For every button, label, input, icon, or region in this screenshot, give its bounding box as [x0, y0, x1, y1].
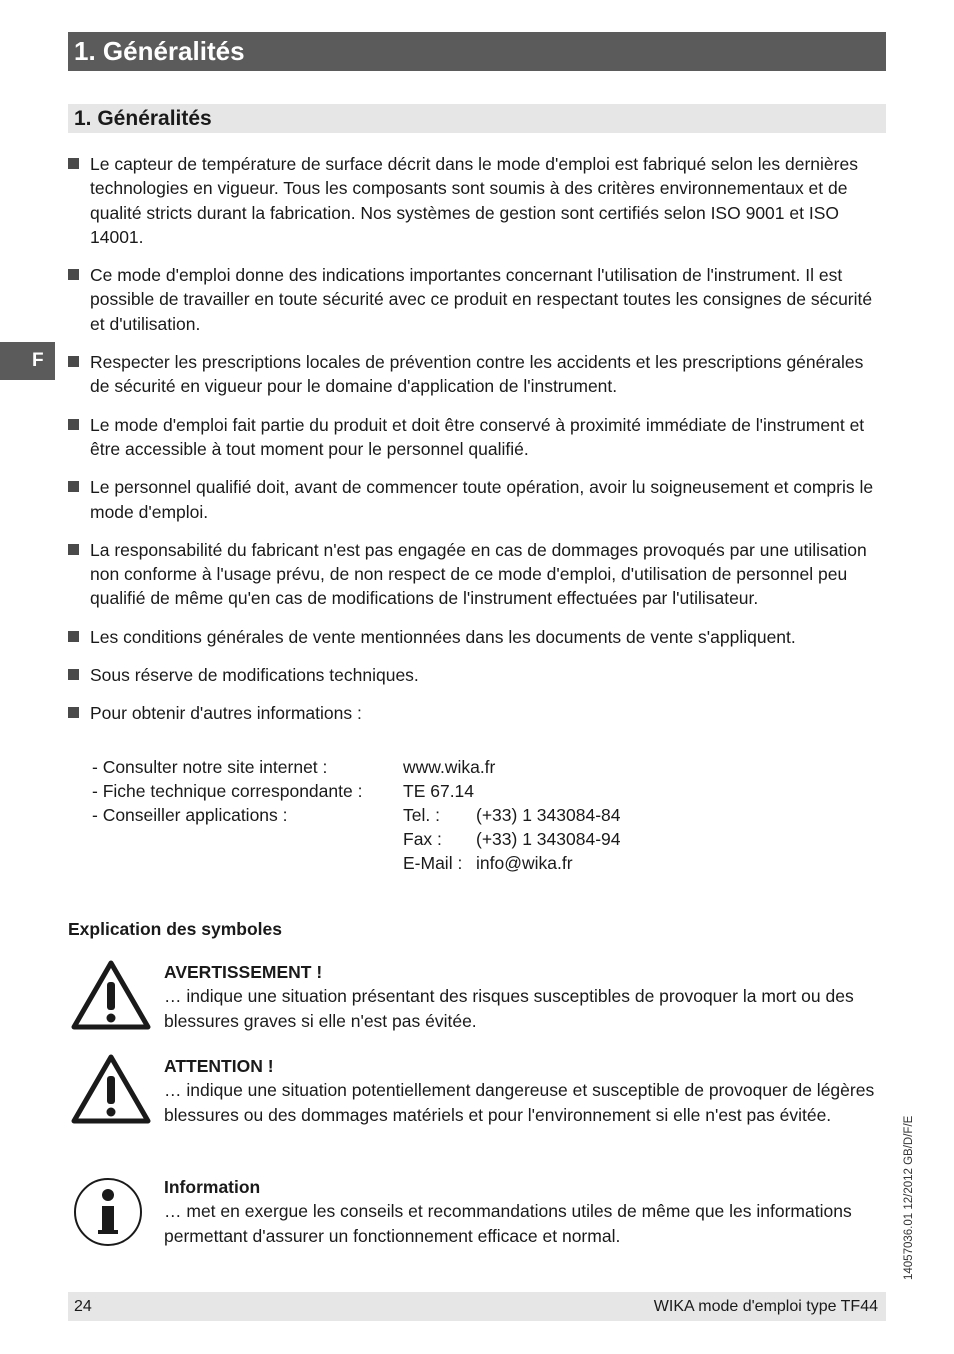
chapter-title: 1. Généralités	[68, 32, 886, 71]
symbol-text: … indique une situation présentant des risques susceptibles de provoquer la mort ou des blessures graves si elle n'est pas évitée.	[164, 986, 854, 1031]
list-item	[68, 538, 886, 611]
symbol-title: AVERTISSEMENT !	[164, 962, 323, 982]
list-item	[68, 263, 886, 336]
bullet-square-icon	[68, 419, 79, 430]
tel-value: (+33) 1 343084-84	[476, 805, 621, 825]
list-item	[68, 663, 886, 687]
section-title: 1. Généralités	[68, 104, 886, 133]
tel-key: Tel. :	[403, 805, 440, 825]
list-item-text: Les conditions générales de vente mentionnées dans les documents de vente s'appliquent.	[90, 626, 796, 647]
bullet-square-icon	[68, 269, 79, 280]
datasheet-label: - Fiche technique correspondante :	[92, 781, 363, 801]
list-item-text: Sous réserve de modifications techniques.	[90, 665, 419, 686]
info-circle-icon	[71, 1175, 145, 1249]
symbol-title: ATTENTION !	[164, 1056, 274, 1076]
contact-info	[92, 755, 621, 875]
symbol-text: … indique une situation potentiellement dangereuse et susceptible de provoquer de légères blessures ou des dommages matériels et pour l'environnement si elle n'est pas évitée.	[164, 1080, 875, 1125]
list-item	[68, 701, 886, 725]
website-link[interactable]: www.wika.fr	[403, 757, 496, 777]
list-item-text: Le personnel qualifié doit, avant de commencer toute opération, avoir lu soigneusement et compris le mode d'emploi.	[90, 477, 874, 522]
language-tab: F	[0, 342, 55, 380]
list-item	[68, 475, 886, 524]
bullet-square-icon	[68, 544, 79, 555]
bullet-square-icon	[68, 707, 79, 718]
bullet-square-icon	[68, 631, 79, 642]
fax-key: Fax :	[403, 829, 442, 849]
datasheet-value: TE 67.14	[403, 781, 475, 801]
list-item-text: Le capteur de température de surface décrit dans le mode d'emploi est fabriqué selon les dernières technologies en vigueur. Tous les composants sont soumis à des critères environnementaux et de qualité stricts durant la fabrication. Nos systèmes de gestion sont certifiés selon ISO 9001 et ISO 14001.	[90, 154, 858, 247]
page-number: 24	[74, 1298, 92, 1315]
list-item-text: Respecter les prescriptions locales de prévention contre les accidents et les prescriptions générales de sécurité en vigueur pour le domaine d'application de l'instrument.	[90, 352, 864, 397]
symbol-text: … met en exergue les conseils et recommandations utiles de même que les informations permettant d'assurer un fonctionnement efficace et normal.	[164, 1201, 852, 1246]
list-item-text: Le mode d'emploi fait partie du produit et doit être conservé à proximité immédiate de l'instrument et être accessible à tout moment pour le personnel qualifié.	[90, 414, 865, 459]
bullet-square-icon	[68, 669, 79, 680]
list-item-text: La responsabilité du fabricant n'est pas engagée en cas de dommages provoqués par une utilisation non conforme à l'usage prévu, de non respect de ce mode d'emploi, d'utilisation de personnel peu qualifié de même qu'en cas de modifications de l'instrument effectuées par l'utilisateur.	[90, 539, 867, 609]
list-item	[68, 413, 886, 462]
advice-label: - Conseiller applications :	[92, 805, 288, 825]
warning-triangle-icon	[71, 960, 151, 1030]
document-code: 14057036.01 12/2012 GB/D/F/E	[903, 1115, 915, 1280]
symbol-title: Information	[164, 1177, 261, 1197]
list-item-text: Pour obtenir d'autres informations :	[90, 703, 362, 724]
email-link[interactable]: info@wika.fr	[476, 853, 573, 873]
page-footer	[68, 1292, 886, 1321]
symbols-heading: Explication des symboles	[68, 919, 282, 939]
list-item	[68, 350, 886, 399]
bullet-square-icon	[68, 356, 79, 367]
list-item	[68, 625, 886, 649]
fax-value: (+33) 1 343084-94	[476, 829, 621, 849]
email-key: E-Mail :	[403, 853, 463, 873]
bullet-square-icon	[68, 158, 79, 169]
caution-triangle-icon	[71, 1054, 151, 1124]
bullet-square-icon	[68, 481, 79, 492]
manual-title: WIKA mode d'emploi type TF44	[653, 1298, 878, 1315]
bullet-list	[68, 152, 886, 740]
list-item	[68, 152, 886, 249]
list-item-text: Ce mode d'emploi donne des indications importantes concernant l'utilisation de l'instrument. Il est possible de travailler en toute sécurité avec ce produit en respectant toutes les consignes de sécurité et d'utilisation.	[90, 265, 873, 334]
website-label: - Consulter notre site internet :	[92, 757, 328, 777]
